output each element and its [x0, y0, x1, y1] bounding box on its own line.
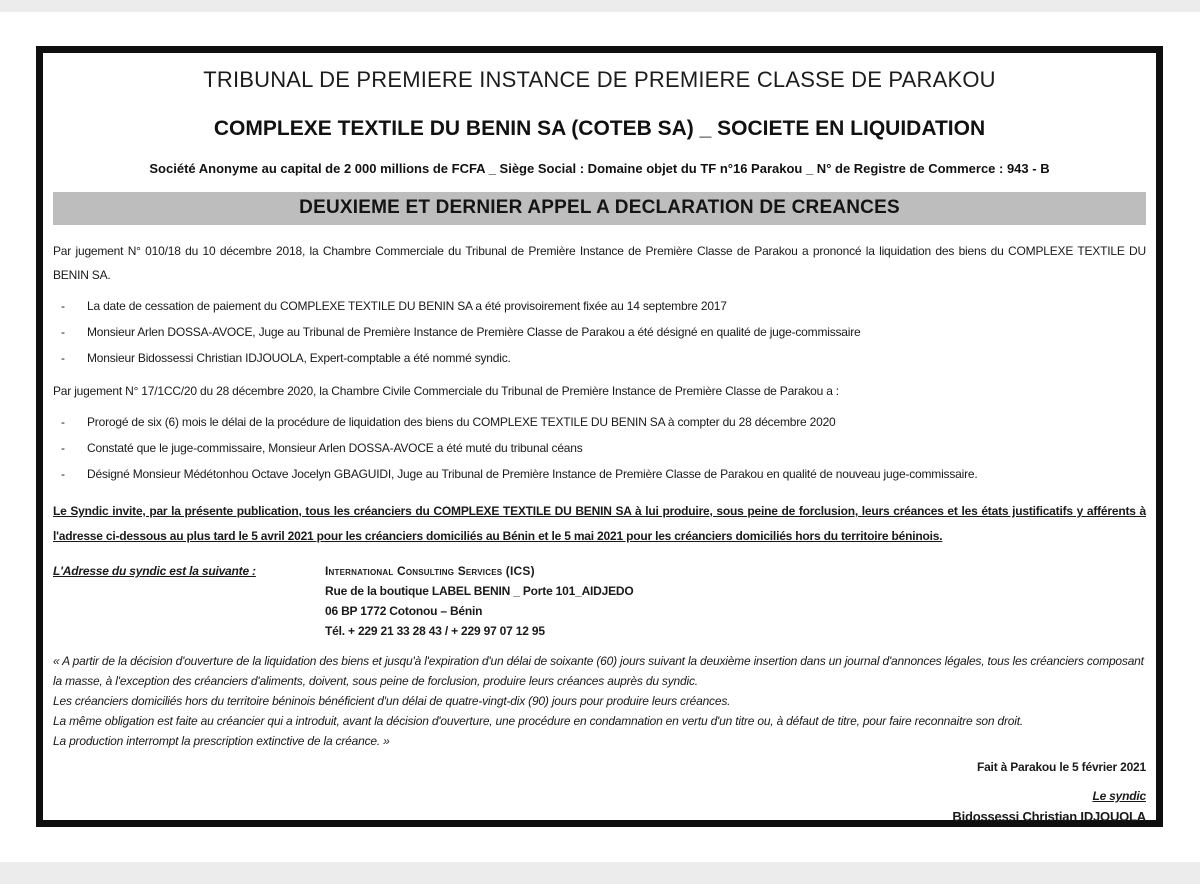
signature-role: Le syndic [1092, 789, 1146, 803]
bullet-text: Désigné Monsieur Médétonhou Octave Jocelyn GBAGUIDI, Juge au Tribunal de Première Instance de Première Classe de Parakou en qualité de nouveau juge-commissaire. [87, 467, 978, 481]
bullet-item [53, 435, 1146, 461]
dash-bullet-marker: - [61, 299, 65, 313]
legal-quote-line: « A partir de la décision d'ouverture de la liquidation des biens et jusqu'à l'expiration d'un délai de soixante (60) jours suivant la deuxième insertion dans un journal d'annonces légales, tous les créanciers composant la masse, à l'exception des créanciers d'aliments, doivent, sous peine de forclusion, produire leurs créances auprès du syndic. [53, 654, 1144, 688]
company-title: COMPLEXE TEXTILE DU BENIN SA (COTEB SA) _ SOCIETE EN LIQUIDATION [213, 117, 986, 140]
bullet-item [53, 319, 1146, 345]
judgment-1-bullets [53, 293, 1146, 371]
tribunal-title: TRIBUNAL DE PREMIERE INSTANCE DE PREMIERE CLASSE DE PARAKOU [203, 67, 996, 92]
legal-quote-line: La même obligation est faite au créancier qui a introduit, avant la décision d'ouverture, une procédure en condamnation en vertu d'un titre ou, à défaut de titre, pour faire reconnaitre son droit. [53, 714, 1023, 728]
dateline: Fait à Parakou le 5 février 2021 [976, 760, 1146, 774]
judgment-2-bullets [53, 409, 1146, 487]
page-margin-strip-bottom [0, 862, 1200, 884]
bullet-text: Monsieur Arlen DOSSA-AVOCE, Juge au Tribunal de Première Instance de Première Classe de Parakou a été désigné en qualité de juge-commissaire [87, 325, 861, 339]
legal-quote-line: Les créanciers domiciliés hors du territoire béninois bénéficient d'un délai de quatre-vingt-dix (90) jours pour produire leurs créances. [53, 694, 731, 708]
creditors-invitation-paragraph: Le Syndic invite, par la présente publication, tous les créanciers du COMPLEXE TEXTILE DU BENIN SA à lui produire, sous peine de forclusion, leurs créances et les états justificatifs y afférents à l'adresse ci-dessous au plus tard le 5 avril 2021 pour les créanciers domiciliés au Bénin et le 5 mai 2021 pour les créanciers domiciliés hors du territoire béninois. [53, 504, 1146, 543]
syndic-po-box: 06 BP 1772 Cotonou – Bénin [325, 604, 483, 618]
bullet-text: Prorogé de six (6) mois le délai de la procédure de liquidation des biens du COMPLEXE TEXTILE DU BENIN SA à compter du 28 décembre 2020 [87, 415, 836, 429]
syndic-phone: Tél. + 229 21 33 28 43 / + 229 97 07 12 95 [325, 624, 545, 638]
bullet-item [53, 461, 1146, 487]
bullet-text: La date de cessation de paiement du COMPLEXE TEXTILE DU BENIN SA a été provisoirement fixée au 14 septembre 2017 [87, 299, 727, 313]
bullet-text: Monsieur Bidossessi Christian IDJOUOLA, Expert-comptable a été nommé syndic. [87, 351, 511, 365]
dash-bullet-marker: - [61, 325, 65, 339]
dash-bullet-marker: - [61, 441, 65, 455]
legal-quote-line: La production interrompt la prescription extinctive de la créance. » [53, 734, 390, 748]
dash-bullet-marker: - [61, 467, 65, 481]
syndic-company-name: International Consulting Services (ICS) [325, 564, 535, 578]
bullet-text: Constaté que le juge-commissaire, Monsieur Arlen DOSSA-AVOCE a été muté du tribunal céans [87, 441, 583, 455]
page-margin-strip-top [0, 0, 1200, 12]
dash-bullet-marker: - [61, 351, 65, 365]
bullet-item [53, 293, 1146, 319]
syndic-address-section [53, 561, 1146, 641]
document-frame [36, 46, 1163, 827]
syndic-address-label: L'Adresse du syndic est la suivante : [53, 564, 256, 578]
dash-bullet-marker: - [61, 415, 65, 429]
judgment-paragraph-1: Par jugement N° 010/18 du 10 décembre 2018, la Chambre Commerciale du Tribunal de Première Instance de Première Classe de Parakou a prononcé la liquidation des biens du COMPLEXE TEXTILE DU BENIN SA. [53, 244, 1146, 282]
syndic-street: Rue de la boutique LABEL BENIN _ Porte 101_AIDJEDO [325, 584, 634, 598]
signature-name: Bidossessi Christian IDJOUOLA [952, 809, 1146, 824]
notice-banner-title: DEUXIEME ET DERNIER APPEL A DECLARATION DE CREANCES [53, 192, 1146, 225]
legal-quote-block [53, 651, 1146, 751]
bullet-item [53, 345, 1146, 371]
company-details: Société Anonyme au capital de 2 000 millions de FCFA _ Siège Social : Domaine objet du TF n°16 Parakou _ N° de Registre de Commerce : 943 - B [149, 161, 1050, 176]
syndic-address-block [325, 561, 1146, 641]
bullet-item [53, 409, 1146, 435]
judgment-paragraph-2: Par jugement N° 17/1CC/20 du 28 décembre 2020, la Chambre Civile Commerciale du Tribunal de Première Instance de Première Classe de Parakou a : [53, 384, 839, 398]
